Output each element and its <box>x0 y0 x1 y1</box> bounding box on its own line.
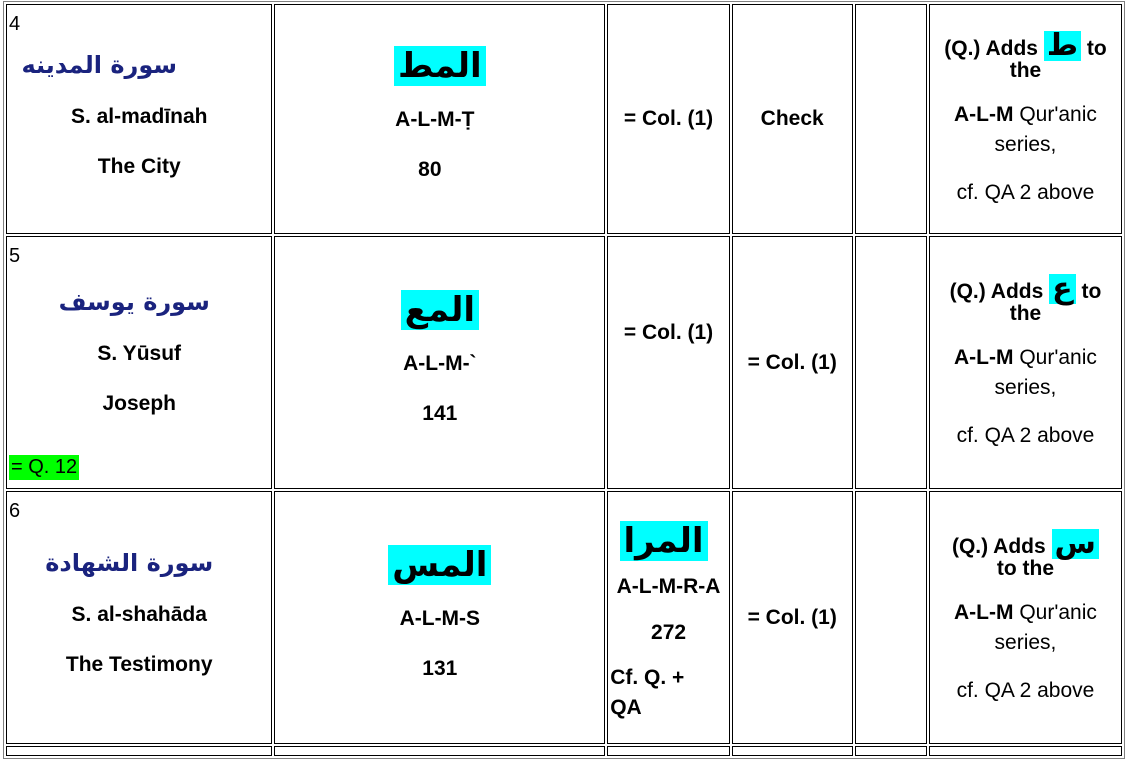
col5-cell <box>855 236 927 489</box>
col4-text: = Col. (1) <box>747 350 837 374</box>
partial-cell <box>732 746 853 756</box>
col3-cell <box>607 491 730 744</box>
table-row <box>6 4 1122 234</box>
surah-badge: = Q. 12 <box>11 456 78 478</box>
note-cf: cf. QA 2 above <box>956 180 1095 204</box>
col3-cell <box>607 4 730 234</box>
note-alm: A-L-M <box>954 346 1014 369</box>
surah-arabic-name: سورة يوسف <box>58 287 210 316</box>
surah-arabic-name: سورة المدينه <box>21 51 177 79</box>
row-number: 4 <box>9 13 21 35</box>
surah-english-name: The Testimony <box>65 652 213 676</box>
note-the: the <box>1009 302 1042 325</box>
note-series: Qur'anic series, <box>994 601 1097 654</box>
note-cf: cf. QA 2 above <box>956 424 1095 447</box>
letters-latin: A-L-M-Ṭ <box>395 108 475 131</box>
partial-cell <box>855 746 927 756</box>
letters-value: 131 <box>422 656 458 680</box>
letters-arabic: المس <box>388 545 491 585</box>
col4-text: Check <box>760 107 824 130</box>
col5-cell <box>855 4 927 234</box>
partial-cell <box>6 746 272 756</box>
note-cell <box>929 236 1122 489</box>
col3-text: = Col. (1) <box>623 107 714 130</box>
surah-transliteration: S. al-shahāda <box>71 602 207 626</box>
col3-note: Cf. Q. + QA <box>610 665 685 719</box>
col3-value: 272 <box>651 620 687 644</box>
table-row <box>6 491 1122 744</box>
note-cf: cf. QA 2 above <box>956 679 1095 702</box>
surah-transliteration: S. al-madīnah <box>70 105 208 128</box>
note-to: to the <box>996 557 1055 580</box>
partial-cell <box>929 746 1122 756</box>
note-series: Qur'anic series, <box>994 102 1097 156</box>
col3-arabic: المرا <box>620 521 708 561</box>
letters-value: 80 <box>418 158 442 181</box>
note-alm: A-L-M <box>954 102 1014 126</box>
col3-cell <box>607 236 730 489</box>
col4-cell <box>732 236 853 489</box>
surah-comparison-table <box>3 1 1125 759</box>
note-to: to <box>1086 36 1107 60</box>
note-arabic-glyph: س <box>1052 529 1099 559</box>
col3-text: = Col. (1) <box>623 320 714 344</box>
table-row <box>6 236 1122 489</box>
row-number: 6 <box>9 500 21 522</box>
surah-cell <box>6 491 272 744</box>
surah-cell <box>6 4 272 234</box>
col3-latin: A-L-M-R-A <box>616 574 721 598</box>
letters-latin: A-L-M-` <box>403 351 477 375</box>
note-cell <box>929 4 1122 234</box>
note-to: to <box>1081 280 1102 303</box>
note-cell <box>929 491 1122 744</box>
letters-cell <box>274 491 605 744</box>
surah-english-name: Joseph <box>102 391 176 415</box>
letters-arabic: المع <box>401 290 479 330</box>
surah-english-name: The City <box>97 155 181 178</box>
note-alm: A-L-M <box>954 601 1014 624</box>
col4-text: = Col. (1) <box>747 605 837 629</box>
surah-arabic-name: سورة الشهادة <box>45 548 214 577</box>
note-the: the <box>1009 58 1042 82</box>
letters-latin: A-L-M-S <box>399 606 481 630</box>
partial-cell <box>607 746 730 756</box>
note-prefix: (Q.) Adds <box>949 280 1044 303</box>
partial-cell <box>274 746 605 756</box>
note-arabic-glyph: ط <box>1044 31 1081 61</box>
table-row-partial <box>6 746 1122 756</box>
letters-cell <box>274 4 605 234</box>
surah-cell <box>6 236 272 489</box>
col4-cell <box>732 491 853 744</box>
note-arabic-glyph: ع <box>1049 274 1076 304</box>
letters-arabic: المط <box>394 46 486 86</box>
col4-cell <box>732 4 853 234</box>
note-prefix: (Q.) Adds <box>944 36 1038 60</box>
letters-value: 141 <box>422 401 458 425</box>
row-number: 5 <box>9 245 21 267</box>
surah-transliteration: S. Yūsuf <box>97 341 182 365</box>
note-series: Qur'anic series, <box>994 346 1097 399</box>
col5-cell <box>855 491 927 744</box>
note-prefix: (Q.) Adds <box>951 535 1046 558</box>
letters-cell <box>274 236 605 489</box>
